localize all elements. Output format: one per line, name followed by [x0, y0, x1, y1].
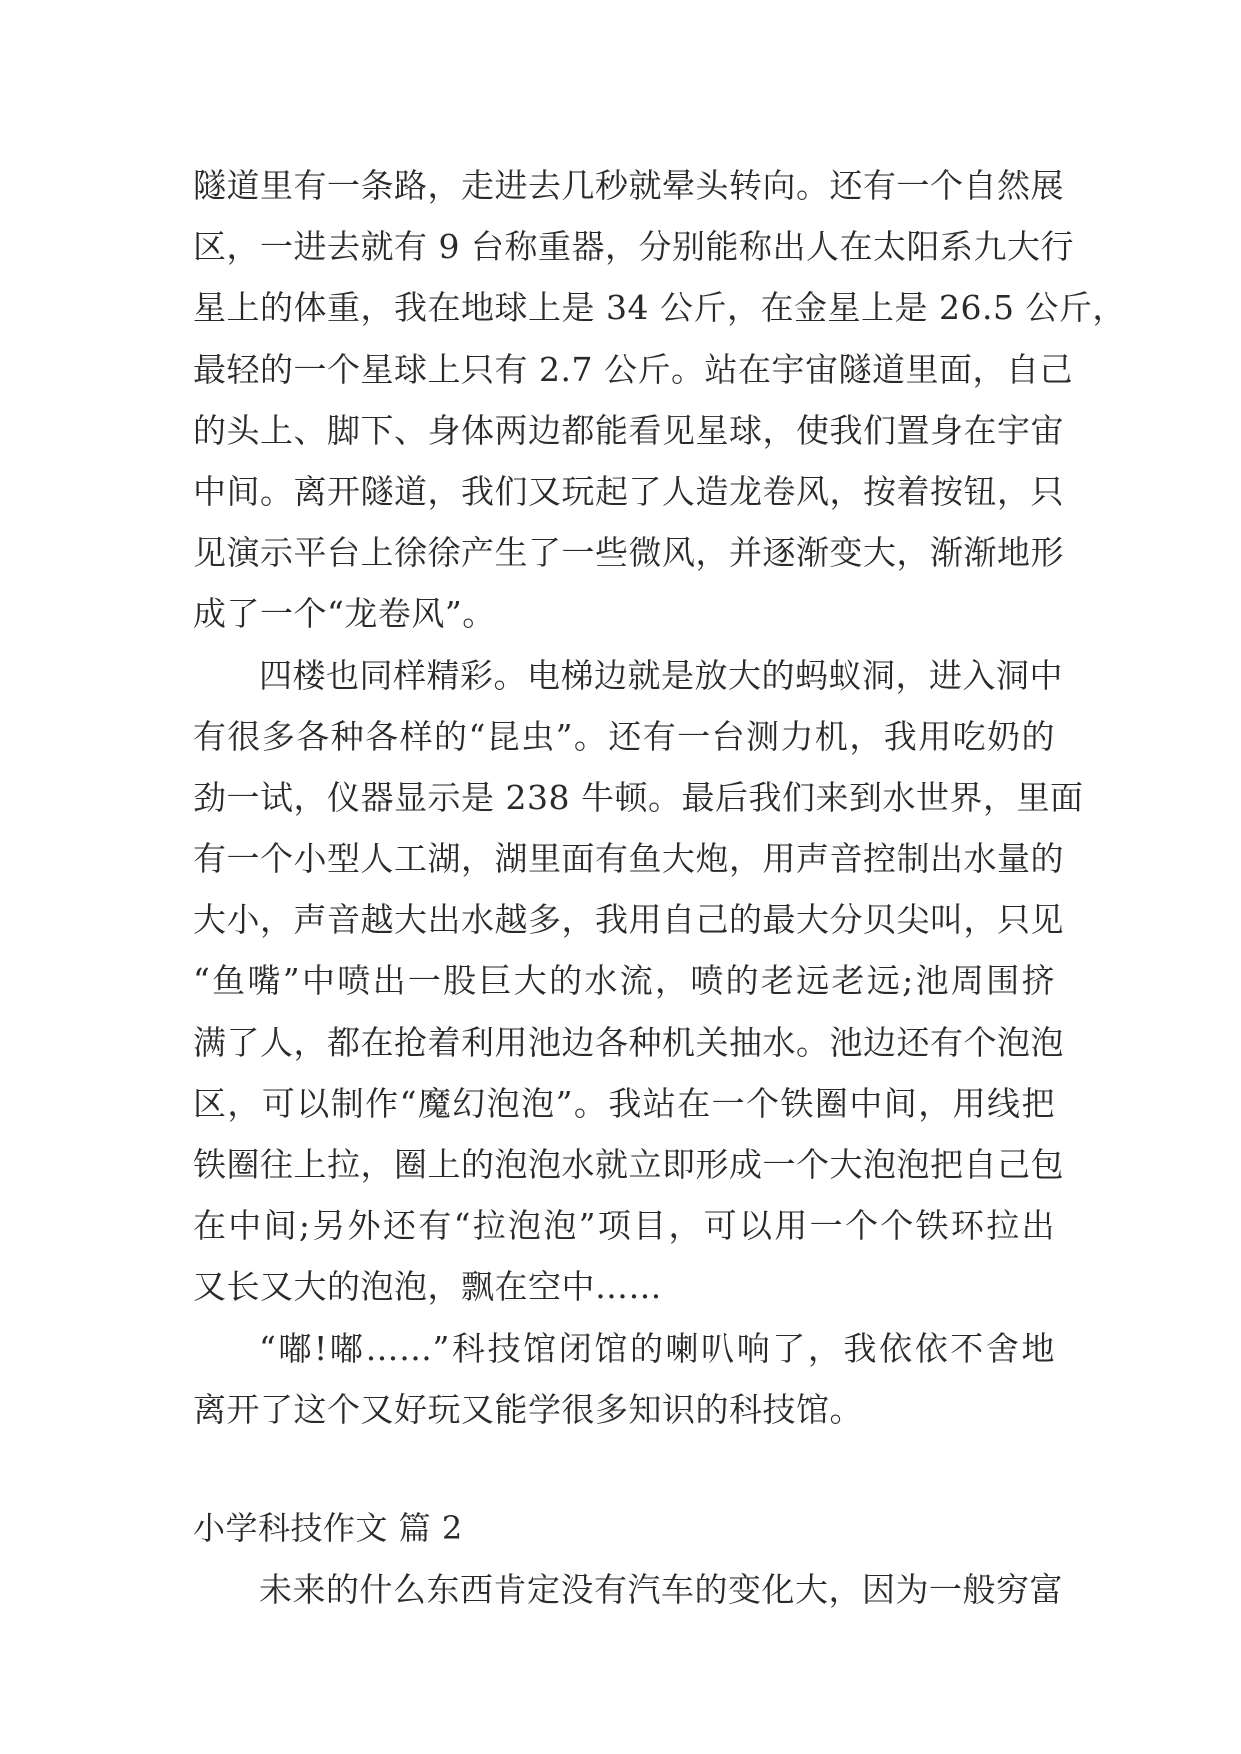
text-line: 有很多各种各样的“昆虫”。还有一台测力机，我用吃奶的: [193, 716, 1055, 756]
text-line: 满了人，都在抢着利用池边各种机关抽水。池边还有个泡泡: [193, 1022, 1064, 1062]
paragraph-2: [193, 645, 1084, 1318]
text-line: 成了一个“龙卷风”。: [193, 594, 496, 634]
text-line: 最轻的一个星球上只有 2.7 公斤。站在宇宙隧道里面，自己: [193, 349, 1073, 389]
text-line: 区，可以制作“魔幻泡泡”。我站在一个铁圈中间，用线把: [193, 1083, 1055, 1123]
text-line: “鱼嘴”中喷出一股巨大的水流，喷的老远老远;池周围挤: [193, 961, 1055, 1001]
text-line: 区，一进去就有 9 台称重器，分别能称出人在太阳系九大行: [193, 227, 1074, 267]
text-line: 见演示平台上徐徐产生了一些微风，并逐渐变大，渐渐地形: [193, 533, 1064, 573]
text-line: 劲一试，仪器显示是 238 牛顿。最后我们来到水世界，里面: [193, 777, 1084, 817]
text-line: 隧道里有一条路，走进去几秒就晕头转向。还有一个自然展: [193, 166, 1064, 205]
text-line: 未来的什么东西肯定没有汽车的变化大，因为一般穷富: [259, 1570, 1063, 1610]
text-line: 有一个小型人工湖，湖里面有鱼大炮，用声音控制出水量的: [193, 839, 1064, 879]
paragraph-4: [193, 1559, 1063, 1620]
text-line: 在中间;另外还有“拉泡泡”项目，可以用一个个铁环拉出: [193, 1206, 1055, 1246]
text-line: 离开了这个又好玩又能学很多知识的科技馆。: [193, 1389, 863, 1429]
text-line: 又长又大的泡泡，飘在空中……: [193, 1267, 662, 1307]
text-line: “嘟!嘟……”科技馆闭馆的喇叭响了，我依依不舍地: [259, 1328, 1055, 1368]
text-line: 中间。离开隧道，我们又玩起了人造龙卷风，按着按钮，只: [193, 471, 1064, 511]
text-line: 四楼也同样精彩。电梯边就是放大的蚂蚁洞，进入洞中: [259, 655, 1063, 695]
document-body: [193, 155, 1126, 1620]
section-heading: 小学科技作文 篇 2: [193, 1508, 463, 1547]
text-line: 铁圈往上拉，圈上的泡泡水就立即形成一个大泡泡把自己包: [193, 1145, 1064, 1184]
paragraph-3: [193, 1318, 1055, 1440]
text-line: 星上的体重，我在地球上是 34 公斤，在金星上是 26.5 公斤，: [193, 288, 1126, 328]
paragraph-1: [193, 155, 1126, 645]
section-spacer: [193, 1440, 1055, 1498]
text-line: 的头上、脚下、身体两边都能看见星球，使我们置身在宇宙: [193, 410, 1064, 450]
text-line: 大小，声音越大出水越多，我用自己的最大分贝尖叫，只见: [193, 900, 1064, 940]
